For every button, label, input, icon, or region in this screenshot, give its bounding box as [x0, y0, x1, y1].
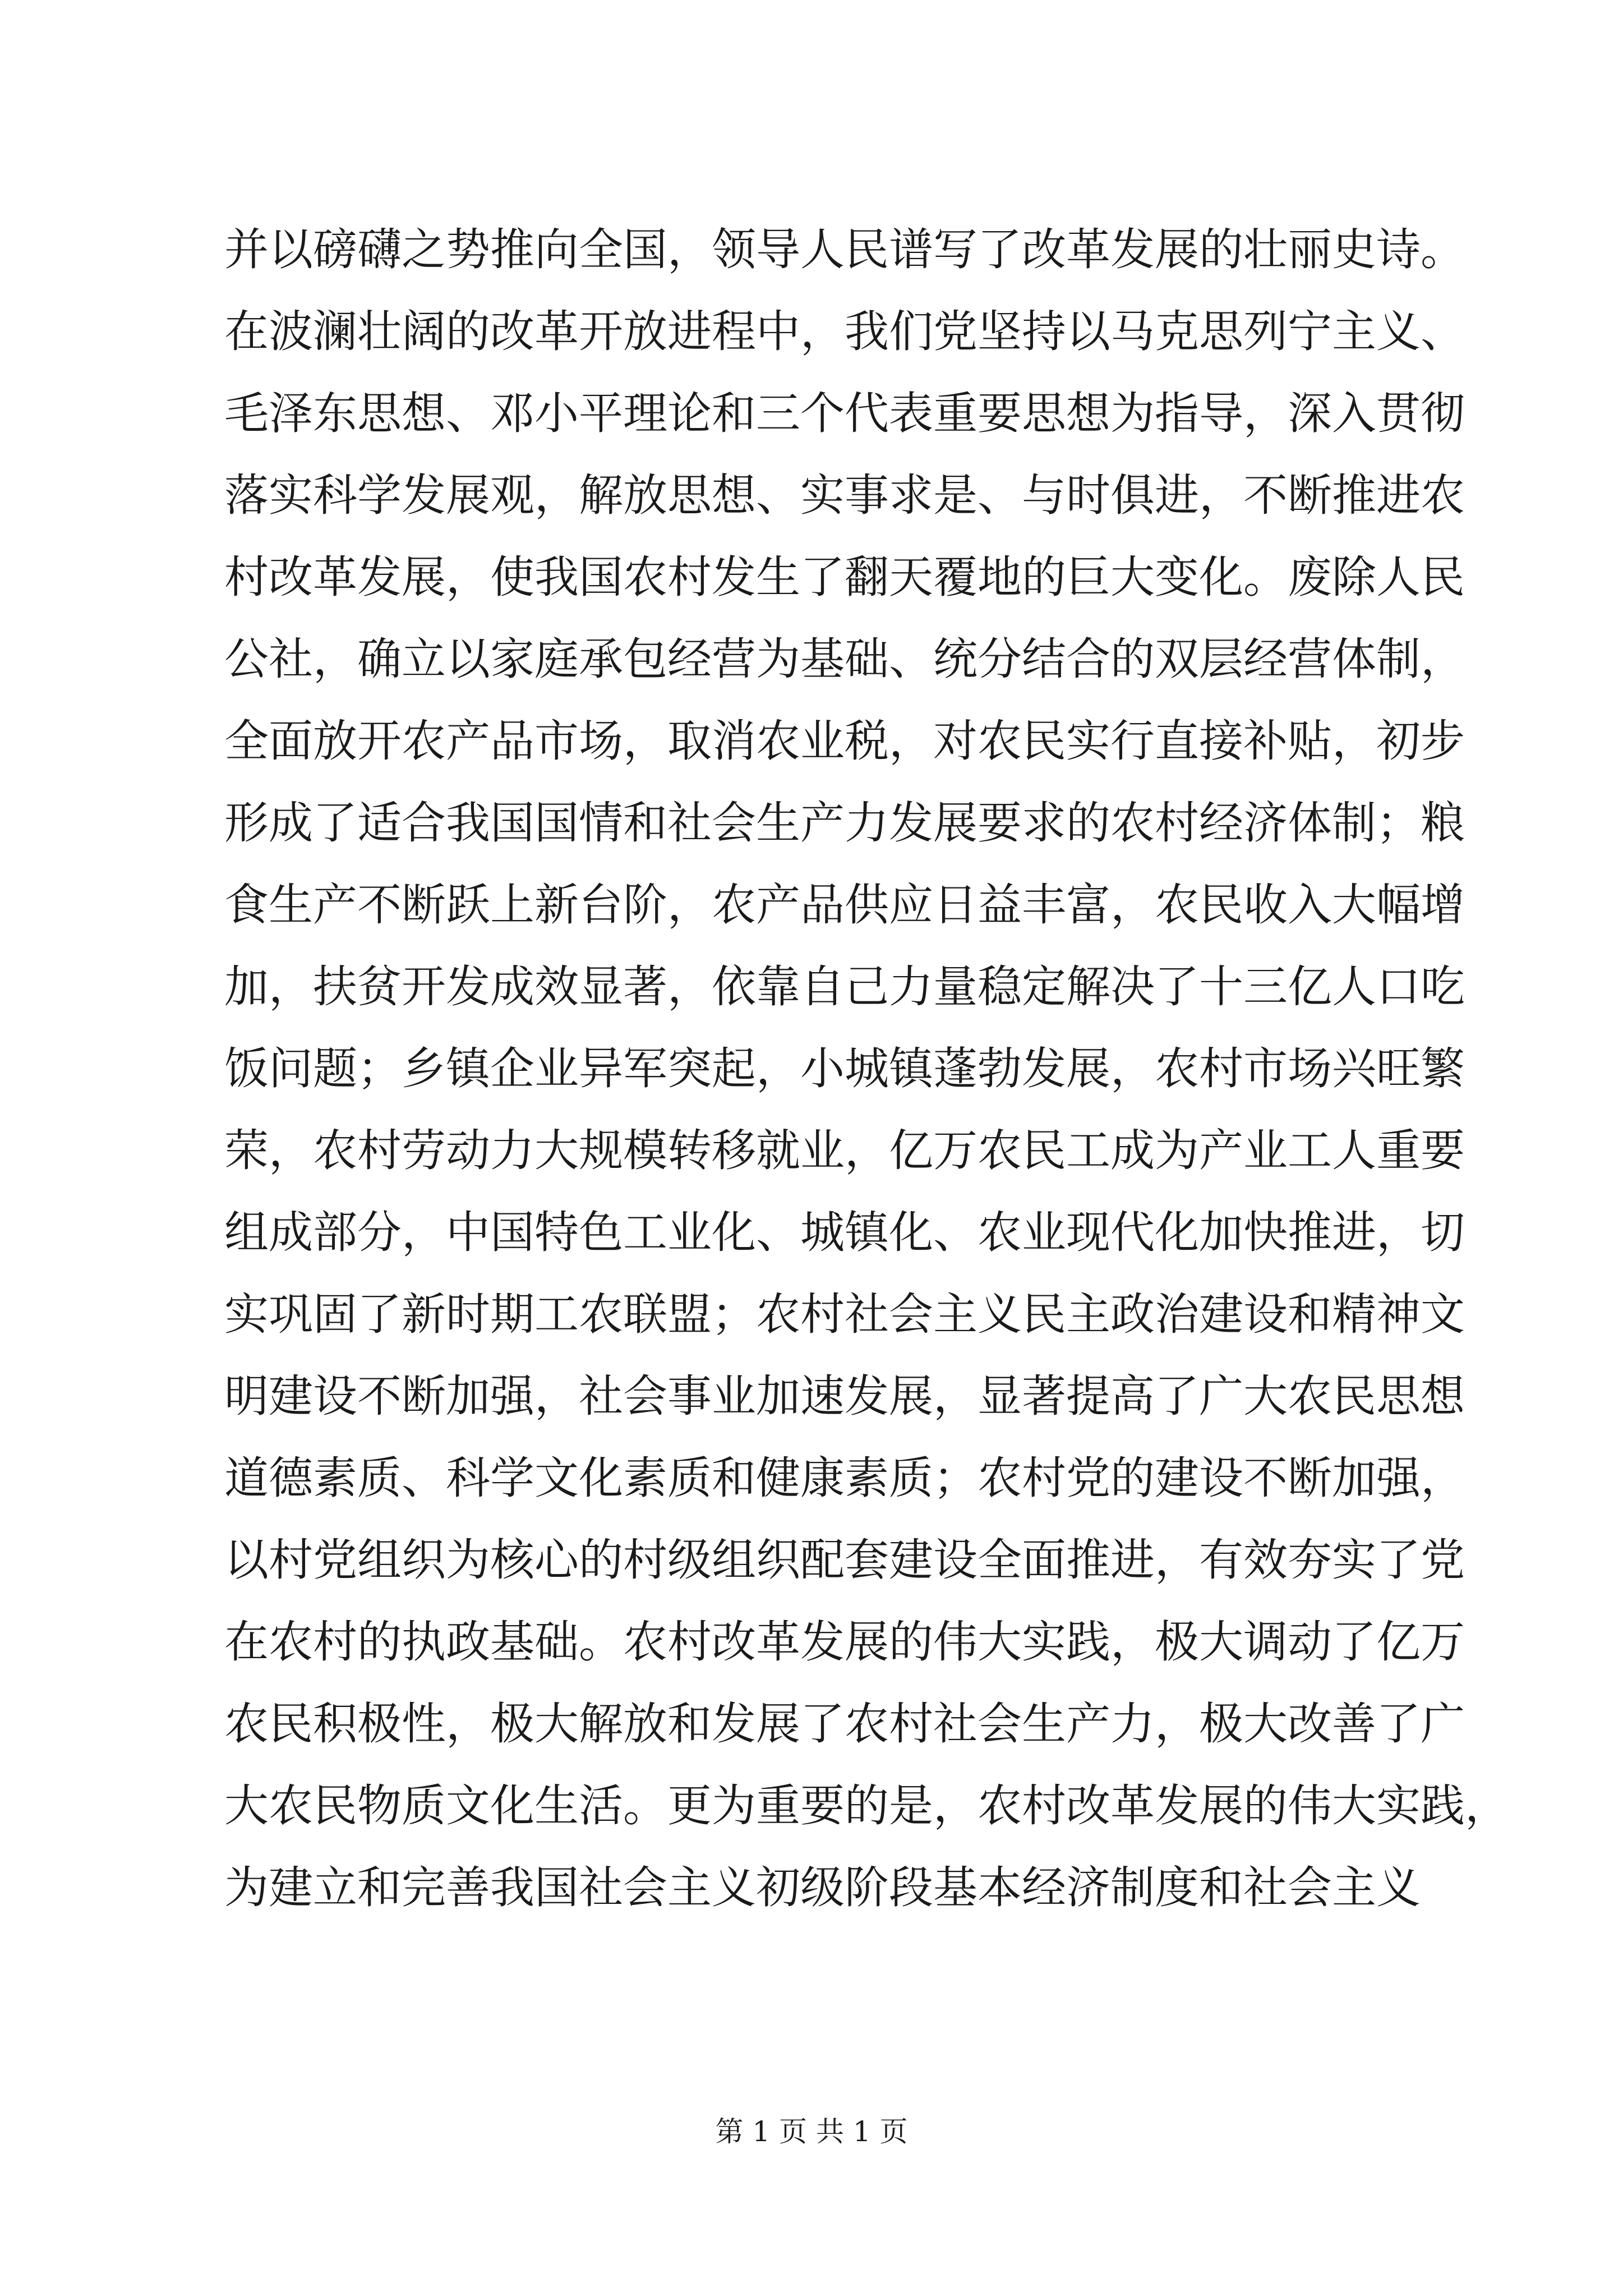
- text-line: 加，扶贫开发成效显著，依靠自己力量稳定解决了十三亿人口吃: [224, 961, 1465, 1013]
- body-text: [224, 209, 1509, 1929]
- text-line: 落实科学发展观，解放思想、实事求是、与时俱进，不断推进农: [224, 470, 1465, 521]
- page-footer: [0, 2115, 1623, 2148]
- text-line: 村改革发展，使我国农村发生了翻天覆地的巨大变化。废除人民: [224, 551, 1465, 603]
- text-line: 在波澜壮阔的改革开放进程中，我们党坚持以马克思列宁主义、: [224, 306, 1465, 357]
- text-line: 全面放开农产品市场，取消农业税，对农民实行直接补贴，初步: [224, 715, 1465, 767]
- text-line: 饭问题；乡镇企业异军突起，小城镇蓬勃发展，农村市场兴旺繁: [224, 1043, 1465, 1094]
- text-line: 明建设不断加强，社会事业加速发展，显著提高了广大农民思想: [224, 1370, 1465, 1422]
- text-line: 在农村的执政基础。农村改革发展的伟大实践，极大调动了亿万: [224, 1616, 1465, 1668]
- text-line: 为建立和完善我国社会主义初级阶段基本经济制度和社会主义: [224, 1862, 1421, 1913]
- text-line: 大农民物质文化生活。更为重要的是，农村改革发展的伟大实践，: [224, 1780, 1509, 1832]
- text-line: 道德素质、科学文化素质和健康素质；农村党的建设不断加强，: [224, 1452, 1465, 1504]
- text-line: 公社，确立以家庭承包经营为基础、统分结合的双层经营体制，: [224, 633, 1465, 685]
- text-line: 实巩固了新时期工农联盟；农村社会主义民主政治建设和精神文: [224, 1289, 1465, 1340]
- text-line: 农民积极性，极大解放和发展了农村社会生产力，极大改善了广: [224, 1698, 1465, 1750]
- text-line: 以村党组织为核心的村级组织配套建设全面推进，有效夯实了党: [224, 1534, 1465, 1586]
- text-line: 食生产不断跃上新台阶，农产品供应日益丰富，农民收入大幅增: [224, 879, 1465, 931]
- text-line: 荣，农村劳动力大规模转移就业，亿万农民工成为产业工人重要: [224, 1125, 1465, 1176]
- text-line: 毛泽东思想、邓小平理论和三个代表重要思想为指导，深入贯彻: [224, 388, 1465, 439]
- page-number-label: 第 1 页 共 1 页: [715, 2115, 908, 2148]
- text-line: 组成部分，中国特色工业化、城镇化、农业现代化加快推进，切: [224, 1207, 1465, 1258]
- text-line: 并以磅礴之势推向全国，领导人民谱写了改革发展的壮丽史诗。: [224, 224, 1465, 275]
- text-line: 形成了适合我国国情和社会生产力发展要求的农村经济体制；粮: [224, 797, 1465, 849]
